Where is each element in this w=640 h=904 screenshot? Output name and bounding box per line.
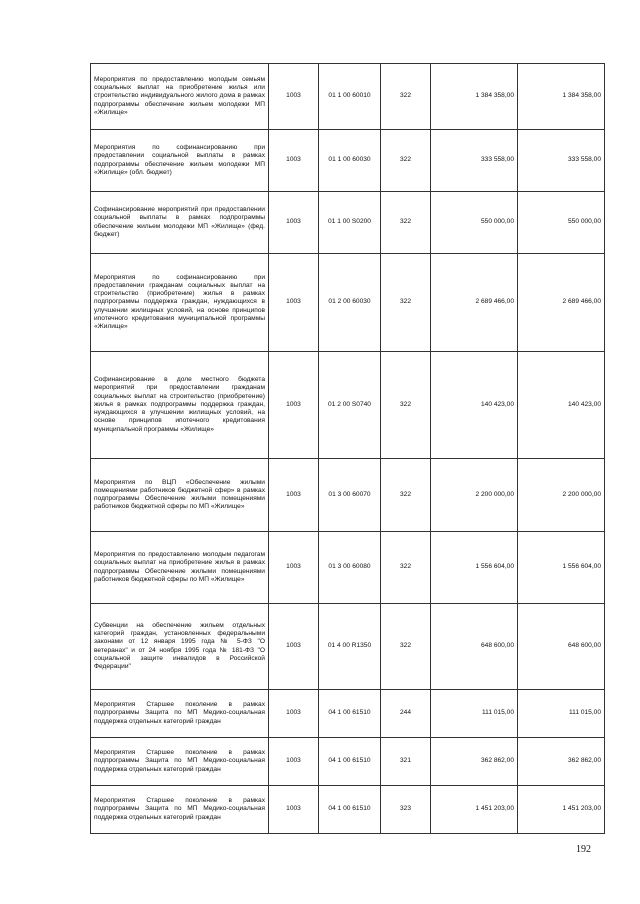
row-section: 1003 (269, 738, 319, 786)
budget-table (90, 63, 605, 834)
row-amount-1: 550 000,00 (431, 192, 518, 254)
row-amount-1: 111 015,00 (431, 690, 518, 738)
row-type: 322 (381, 130, 431, 192)
row-code: 01 1 00 S0200 (319, 192, 381, 254)
table-row (91, 459, 605, 532)
row-type: 322 (381, 459, 431, 532)
row-amount-2: 550 000,00 (518, 192, 605, 254)
table-row (91, 352, 605, 459)
row-section: 1003 (269, 690, 319, 738)
table-row (91, 192, 605, 254)
row-type: 323 (381, 786, 431, 834)
row-amount-2: 333 558,00 (518, 130, 605, 192)
row-section: 1003 (269, 254, 319, 352)
row-code: 01 2 00 S0740 (319, 352, 381, 459)
row-section: 1003 (269, 64, 319, 130)
row-amount-2: 140 423,00 (518, 352, 605, 459)
row-code: 01 3 00 60070 (319, 459, 381, 532)
table-row (91, 532, 605, 604)
row-amount-2: 1 556 604,00 (518, 532, 605, 604)
row-type: 322 (381, 532, 431, 604)
row-amount-2: 1 451 203,00 (518, 786, 605, 834)
row-description: Мероприятия по ВЦП «Обеспечение жилыми помещениями работников бюджетной сфер» в рамках подпрограммы Обеспечение жилыми помещениями работников бюджетной сферы по МП «Жилище» (91, 459, 269, 532)
table-row (91, 738, 605, 786)
table-row (91, 64, 605, 130)
row-amount-1: 2 200 000,00 (431, 459, 518, 532)
table-row (91, 604, 605, 690)
row-description: Мероприятия по предоставлению молодым педагогам социальных выплат на приобретение жилья в рамках подпрограммы Обеспечение жилыми помещениями работников бюджетной сферы по МП «Жилище» (91, 532, 269, 604)
row-type: 322 (381, 604, 431, 690)
row-code: 04 1 00 61510 (319, 690, 381, 738)
row-section: 1003 (269, 459, 319, 532)
row-section: 1003 (269, 786, 319, 834)
row-type: 322 (381, 254, 431, 352)
row-amount-2: 1 384 358,00 (518, 64, 605, 130)
row-description: Мероприятия по предоставлению молодым семьям социальных выплат на приобретение жилья или строительство индивидуального жилого дома в рамках подпрограммы обеспечение жильем молодежи МП «Жилище» (91, 64, 269, 130)
row-amount-2: 648 600,00 (518, 604, 605, 690)
row-amount-2: 111 015,00 (518, 690, 605, 738)
row-section: 1003 (269, 352, 319, 459)
row-type: 322 (381, 352, 431, 459)
row-type: 322 (381, 192, 431, 254)
row-description: Субвенции на обеспечение жильем отдельных категорий граждан, установленных федеральными законами от 12 января 1995 года № 5-ФЗ "О ветеранах" и от 24 ноября 1995 года № 181-ФЗ "О социальной защите инвалидов в Российской Федерации" (91, 604, 269, 690)
table-row (91, 254, 605, 352)
row-description: Мероприятия по софинансированию при предоставлении социальной выплаты в рамках подпрограммы обеспечение жильем молодежи МП «Жилище» (обл. бюджет) (91, 130, 269, 192)
row-description: Мероприятия Старшее поколение в рамках подпрограммы Защита по МП Медико-социальная поддержка отдельных категорий граждан (91, 690, 269, 738)
row-description: Мероприятия по софинансированию при предоставлении гражданам социальных выплат на строительство (приобретение) жилья в рамках подпрограммы поддержка граждан, нуждающихся в улучшении жилищных условий, на основе принципов ипотечного кредитования муниципальной программы «Жилище» (91, 254, 269, 352)
row-type: 321 (381, 738, 431, 786)
row-description: Софинансирование мероприятий при предоставлении социальной выплаты в рамках подпрограммы обеспечение жильем молодежи МП «Жилище» (фед. бюджет) (91, 192, 269, 254)
table-row (91, 786, 605, 834)
row-section: 1003 (269, 604, 319, 690)
row-code: 01 2 00 60030 (319, 254, 381, 352)
row-type: 244 (381, 690, 431, 738)
row-amount-1: 1 384 358,00 (431, 64, 518, 130)
row-description: Мероприятия Старшее поколение в рамках подпрограммы Защита по МП Медико-социальная поддержка отдельных категорий граждан (91, 786, 269, 834)
row-amount-1: 648 600,00 (431, 604, 518, 690)
row-amount-2: 2 200 000,00 (518, 459, 605, 532)
row-type: 322 (381, 64, 431, 130)
table-row (91, 690, 605, 738)
row-amount-1: 140 423,00 (431, 352, 518, 459)
row-code: 04 1 00 61510 (319, 738, 381, 786)
row-section: 1003 (269, 532, 319, 604)
row-description: Софинансирование в доле местного бюджета мероприятий при предоставлении гражданам социальных выплат на строительство (приобретение) жилья в рамках подпрограммы поддержка граждан, нуждающихся в улучшении жилищных условий, на основе принципов ипотечного кредитования муниципальной программы «Жилище» (91, 352, 269, 459)
row-section: 1003 (269, 192, 319, 254)
row-code: 04 1 00 61510 (319, 786, 381, 834)
table-row (91, 130, 605, 192)
row-description: Мероприятия Старшее поколение в рамках подпрограммы Защита по МП Медико-социальная поддержка отдельных категорий граждан (91, 738, 269, 786)
row-amount-2: 2 689 466,00 (518, 254, 605, 352)
row-amount-1: 1 451 203,00 (431, 786, 518, 834)
row-code: 01 1 00 60030 (319, 130, 381, 192)
row-section: 1003 (269, 130, 319, 192)
row-amount-1: 333 558,00 (431, 130, 518, 192)
row-code: 01 3 00 60080 (319, 532, 381, 604)
row-amount-1: 362 862,00 (431, 738, 518, 786)
row-amount-2: 362 862,00 (518, 738, 605, 786)
row-amount-1: 2 689 466,00 (431, 254, 518, 352)
row-amount-1: 1 556 604,00 (431, 532, 518, 604)
page-number: 192 (576, 844, 591, 855)
row-code: 01 4 00 R1350 (319, 604, 381, 690)
row-code: 01 1 00 60010 (319, 64, 381, 130)
